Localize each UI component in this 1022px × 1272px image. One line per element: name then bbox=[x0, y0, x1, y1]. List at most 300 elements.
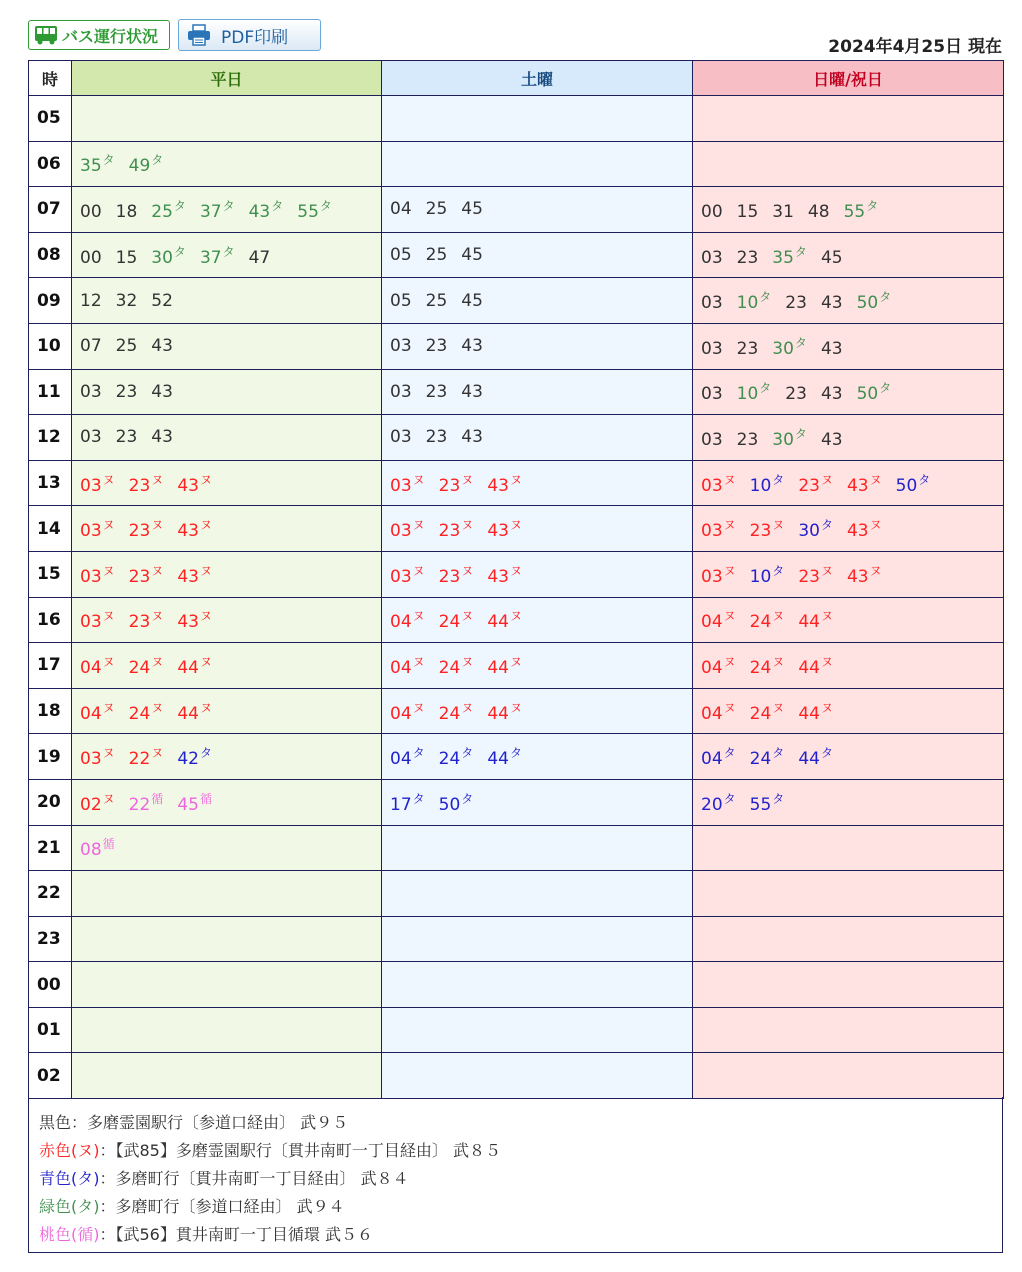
departure-time bbox=[737, 288, 772, 313]
departure-time bbox=[390, 471, 425, 496]
departure-minute: 43 bbox=[177, 521, 199, 542]
departure-minute: 24 bbox=[749, 612, 772, 633]
route-mark: ヌ bbox=[412, 472, 425, 487]
departure-time bbox=[390, 562, 425, 587]
departure-minute: 50 bbox=[856, 293, 879, 314]
departure-time bbox=[426, 336, 448, 356]
route-mark: ヌ bbox=[772, 700, 785, 715]
saturday-cell bbox=[382, 460, 693, 506]
route-mark: ヌ bbox=[461, 654, 474, 669]
departure-time bbox=[80, 427, 102, 447]
route-mark: タ bbox=[879, 290, 892, 305]
departure-minute: 03 bbox=[701, 247, 723, 268]
route-mark: タ bbox=[772, 791, 785, 806]
departure-time bbox=[701, 339, 723, 359]
hour-cell: 16 bbox=[29, 597, 72, 643]
route-mark: ヌ bbox=[102, 791, 115, 806]
weekday-cell bbox=[72, 323, 382, 369]
printer-icon bbox=[187, 24, 211, 46]
departure-minute: 44 bbox=[798, 612, 820, 633]
departure-time bbox=[798, 607, 833, 632]
route-mark: ヌ bbox=[723, 563, 736, 578]
departure-time bbox=[116, 291, 138, 311]
departure-time bbox=[151, 243, 186, 268]
weekday-cell bbox=[72, 96, 382, 142]
route-mark: ヌ bbox=[102, 518, 115, 533]
route-mark: ヌ bbox=[772, 654, 785, 669]
timetable-row bbox=[29, 96, 1004, 142]
weekday-cell bbox=[72, 688, 382, 734]
sunday-cell bbox=[693, 779, 1004, 825]
route-mark: 循 bbox=[102, 837, 115, 852]
hour-cell: 15 bbox=[29, 551, 72, 597]
departure-time bbox=[426, 427, 448, 447]
departure-minute: 23 bbox=[798, 475, 820, 496]
pdf-print-button[interactable] bbox=[178, 19, 321, 51]
departure-time bbox=[426, 382, 448, 402]
route-mark: タ bbox=[151, 153, 164, 168]
departure-time bbox=[750, 790, 785, 815]
route-mark: タ bbox=[173, 198, 186, 213]
departure-time bbox=[177, 653, 212, 678]
departure-minute: 03 bbox=[80, 749, 102, 770]
saturday-cell bbox=[382, 871, 693, 917]
departure-minute: 55 bbox=[297, 201, 319, 222]
route-mark: タ bbox=[772, 746, 785, 761]
departure-minute: 32 bbox=[115, 290, 138, 311]
departure-time bbox=[750, 653, 785, 678]
route-mark: ヌ bbox=[509, 518, 522, 533]
departure-time bbox=[80, 471, 115, 496]
departure-minute: 03 bbox=[80, 381, 102, 402]
route-mark: タ bbox=[794, 335, 807, 350]
timetable-row bbox=[29, 871, 1004, 917]
timetable-row bbox=[29, 688, 1004, 734]
timetable-row bbox=[29, 415, 1004, 461]
timetable-row bbox=[29, 187, 1004, 233]
departure-time bbox=[177, 790, 212, 815]
departure-minute: 03 bbox=[390, 336, 412, 357]
departure-minute: 45 bbox=[461, 245, 483, 266]
departure-time bbox=[200, 197, 235, 222]
departure-time bbox=[461, 427, 483, 447]
bus-icon bbox=[33, 24, 59, 46]
departure-time bbox=[390, 291, 412, 311]
route-mark: タ bbox=[820, 746, 833, 761]
departure-minute: 44 bbox=[487, 703, 509, 724]
route-mark: ヌ bbox=[102, 609, 115, 624]
departure-time bbox=[177, 699, 212, 724]
saturday-cell bbox=[382, 369, 693, 415]
weekday-cell bbox=[72, 460, 382, 506]
departure-time bbox=[798, 653, 833, 678]
weekday-cell bbox=[72, 916, 382, 962]
departure-time bbox=[200, 243, 235, 268]
departure-minute: 23 bbox=[736, 429, 759, 450]
departure-minute: 30 bbox=[798, 521, 820, 542]
departure-minute: 07 bbox=[80, 336, 102, 357]
hour-cell: 17 bbox=[29, 643, 72, 689]
departure-time bbox=[177, 471, 212, 496]
departure-time bbox=[487, 471, 522, 496]
route-mark: ヌ bbox=[461, 700, 474, 715]
departure-minute: 43 bbox=[151, 381, 173, 402]
departure-time bbox=[116, 382, 138, 402]
departure-time bbox=[847, 562, 882, 587]
sunday-cell bbox=[693, 369, 1004, 415]
departure-time bbox=[772, 425, 807, 450]
departure-time bbox=[461, 382, 483, 402]
departure-minute: 50 bbox=[856, 384, 879, 405]
sunday-cell bbox=[693, 643, 1004, 689]
departure-time bbox=[390, 427, 412, 447]
departure-time bbox=[701, 744, 736, 769]
departure-time bbox=[461, 245, 483, 265]
departure-minute: 24 bbox=[128, 657, 151, 678]
departure-time bbox=[821, 248, 843, 268]
route-mark: ヌ bbox=[412, 563, 425, 578]
sunday-cell bbox=[693, 962, 1004, 1008]
departure-minute: 42 bbox=[177, 749, 199, 770]
saturday-cell bbox=[382, 415, 693, 461]
route-mark: タ bbox=[723, 746, 736, 761]
route-mark: タ bbox=[412, 791, 425, 806]
departure-minute: 03 bbox=[701, 384, 723, 405]
departure-time bbox=[798, 744, 833, 769]
departure-minute: 37 bbox=[199, 201, 222, 222]
sunday-cell bbox=[693, 1053, 1004, 1099]
route-mark: ヌ bbox=[772, 609, 785, 624]
departure-time bbox=[798, 516, 833, 541]
departure-minute: 00 bbox=[80, 247, 102, 268]
route-mark: ヌ bbox=[151, 609, 164, 624]
bus-status-button[interactable] bbox=[28, 20, 170, 50]
departure-time bbox=[80, 699, 115, 724]
legend-black: 黒色：多磨霊園駅行〔参道口経由〕 武９５ bbox=[39, 1113, 349, 1132]
departure-minute: 43 bbox=[846, 566, 869, 587]
hour-cell: 02 bbox=[29, 1053, 72, 1099]
departure-time bbox=[390, 607, 425, 632]
route-mark: タ bbox=[461, 791, 474, 806]
departure-minute: 50 bbox=[438, 794, 461, 815]
route-mark: ヌ bbox=[509, 472, 522, 487]
departure-minute: 50 bbox=[895, 475, 918, 496]
departure-time bbox=[844, 197, 879, 222]
route-mark: ヌ bbox=[151, 518, 164, 533]
route-mark: ヌ bbox=[509, 563, 522, 578]
departure-time bbox=[439, 790, 474, 815]
departure-minute: 25 bbox=[425, 199, 448, 220]
bus-status-label: バス運行状況 bbox=[62, 26, 159, 46]
departure-time bbox=[847, 516, 882, 541]
departure-minute: 23 bbox=[438, 566, 461, 587]
departure-minute: 45 bbox=[461, 290, 483, 311]
hour-cell: 00 bbox=[29, 962, 72, 1008]
departure-minute: 43 bbox=[177, 612, 199, 633]
departure-minute: 03 bbox=[390, 566, 412, 587]
departure-time bbox=[461, 199, 483, 219]
departure-time bbox=[80, 516, 115, 541]
weekday-cell bbox=[72, 187, 382, 233]
departure-minute: 03 bbox=[390, 475, 412, 496]
departure-time bbox=[80, 835, 115, 860]
departure-minute: 22 bbox=[128, 749, 151, 770]
departure-minute: 04 bbox=[701, 612, 723, 633]
departure-time bbox=[750, 562, 785, 587]
departure-time bbox=[701, 699, 736, 724]
departure-minute: 30 bbox=[772, 429, 794, 450]
route-mark: 循 bbox=[199, 791, 212, 806]
route-mark: ヌ bbox=[199, 518, 212, 533]
departure-time bbox=[821, 293, 843, 313]
departure-minute: 37 bbox=[199, 247, 222, 268]
departure-minute: 44 bbox=[487, 749, 509, 770]
route-mark: ヌ bbox=[151, 746, 164, 761]
departure-minute: 04 bbox=[701, 749, 723, 770]
sunday-cell bbox=[693, 871, 1004, 917]
departure-minute: 24 bbox=[438, 612, 461, 633]
saturday-cell bbox=[382, 187, 693, 233]
departure-time bbox=[701, 790, 736, 815]
departure-minute: 04 bbox=[80, 703, 102, 724]
departure-time bbox=[701, 248, 723, 268]
departure-minute: 43 bbox=[820, 429, 843, 450]
saturday-cell bbox=[382, 278, 693, 324]
departure-minute: 12 bbox=[80, 290, 102, 311]
departure-time bbox=[116, 248, 138, 268]
route-mark: タ bbox=[772, 472, 785, 487]
hour-cell: 13 bbox=[29, 460, 72, 506]
weekday-cell bbox=[72, 506, 382, 552]
departure-minute: 49 bbox=[128, 156, 151, 177]
pdf-print-label: PDF印刷 bbox=[221, 27, 289, 48]
departure-time bbox=[750, 607, 785, 632]
route-mark: ヌ bbox=[151, 472, 164, 487]
departure-time bbox=[847, 471, 882, 496]
weekday-cell bbox=[72, 734, 382, 780]
departure-minute: 43 bbox=[487, 566, 509, 587]
departure-minute: 04 bbox=[390, 199, 412, 220]
route-mark: タ bbox=[199, 746, 212, 761]
departure-time bbox=[808, 202, 830, 222]
departure-time bbox=[80, 562, 115, 587]
departure-minute: 10 bbox=[736, 293, 759, 314]
weekday-cell bbox=[72, 871, 382, 917]
route-mark: 循 bbox=[151, 791, 164, 806]
departure-time bbox=[390, 790, 425, 815]
departure-time bbox=[737, 339, 759, 359]
timetable-row bbox=[29, 141, 1004, 187]
timetable-row bbox=[29, 916, 1004, 962]
departure-minute: 20 bbox=[701, 794, 723, 815]
saturday-cell bbox=[382, 1007, 693, 1053]
departure-time bbox=[461, 291, 483, 311]
route-mark: ヌ bbox=[509, 654, 522, 669]
toolbar bbox=[0, 0, 1022, 60]
route-mark: タ bbox=[173, 244, 186, 259]
departure-time bbox=[129, 653, 164, 678]
departure-minute: 03 bbox=[80, 612, 102, 633]
departure-time bbox=[439, 744, 474, 769]
departure-minute: 23 bbox=[438, 475, 461, 496]
route-mark: ヌ bbox=[461, 563, 474, 578]
departure-time bbox=[750, 516, 785, 541]
departure-minute: 35 bbox=[772, 247, 794, 268]
sunday-cell bbox=[693, 96, 1004, 142]
route-mark: ヌ bbox=[199, 654, 212, 669]
departure-time bbox=[737, 248, 759, 268]
timetable-row bbox=[29, 779, 1004, 825]
departure-minute: 04 bbox=[390, 749, 412, 770]
route-mark: タ bbox=[319, 198, 332, 213]
sunday-cell bbox=[693, 1007, 1004, 1053]
hour-cell: 06 bbox=[29, 141, 72, 187]
hour-cell: 20 bbox=[29, 779, 72, 825]
departure-minute: 03 bbox=[701, 566, 723, 587]
departure-time bbox=[390, 516, 425, 541]
sunday-cell bbox=[693, 415, 1004, 461]
departure-time bbox=[177, 562, 212, 587]
departure-time bbox=[785, 293, 807, 313]
hour-column-header: 時 bbox=[29, 61, 72, 96]
departure-minute: 03 bbox=[80, 475, 102, 496]
departure-minute: 44 bbox=[798, 749, 820, 770]
departure-minute: 24 bbox=[749, 749, 772, 770]
departure-time bbox=[80, 382, 102, 402]
hour-cell: 12 bbox=[29, 415, 72, 461]
departure-minute: 25 bbox=[425, 290, 448, 311]
route-mark: ヌ bbox=[412, 518, 425, 533]
route-mark: ヌ bbox=[509, 700, 522, 715]
departure-time bbox=[129, 471, 164, 496]
departure-minute: 24 bbox=[438, 657, 461, 678]
departure-time bbox=[439, 653, 474, 678]
sunday-cell bbox=[693, 688, 1004, 734]
route-mark: ヌ bbox=[723, 518, 736, 533]
sunday-cell bbox=[693, 323, 1004, 369]
departure-minute: 43 bbox=[151, 336, 173, 357]
departure-minute: 03 bbox=[390, 521, 412, 542]
sunday-cell bbox=[693, 232, 1004, 278]
departure-minute: 43 bbox=[820, 338, 843, 359]
route-mark: ヌ bbox=[102, 746, 115, 761]
route-mark: ヌ bbox=[412, 700, 425, 715]
route-mark: タ bbox=[723, 791, 736, 806]
timetable-row bbox=[29, 1053, 1004, 1099]
departure-minute: 24 bbox=[438, 749, 461, 770]
departure-minute: 03 bbox=[701, 338, 723, 359]
weekday-cell bbox=[72, 1053, 382, 1099]
departure-time bbox=[857, 379, 892, 404]
departure-minute: 30 bbox=[772, 338, 794, 359]
departure-minute: 44 bbox=[487, 612, 509, 633]
route-mark: ヌ bbox=[723, 700, 736, 715]
departure-minute: 24 bbox=[128, 703, 151, 724]
departure-minute: 47 bbox=[248, 247, 271, 268]
departure-minute: 43 bbox=[846, 475, 869, 496]
departure-minute: 45 bbox=[461, 199, 483, 220]
departure-time bbox=[129, 699, 164, 724]
hour-cell: 09 bbox=[29, 278, 72, 324]
route-mark: ヌ bbox=[102, 654, 115, 669]
departure-minute: 31 bbox=[772, 201, 794, 222]
departure-time bbox=[177, 607, 212, 632]
departure-time bbox=[80, 607, 115, 632]
route-mark: ヌ bbox=[199, 700, 212, 715]
departure-time bbox=[772, 243, 807, 268]
route-mark: ヌ bbox=[102, 563, 115, 578]
saturday-cell bbox=[382, 323, 693, 369]
departure-time bbox=[80, 248, 102, 268]
route-mark: タ bbox=[918, 472, 931, 487]
timetable-row bbox=[29, 825, 1004, 871]
departure-time bbox=[439, 607, 474, 632]
departure-minute: 43 bbox=[177, 566, 199, 587]
route-legend bbox=[28, 1097, 1003, 1253]
departure-time bbox=[487, 744, 522, 769]
hour-cell: 01 bbox=[29, 1007, 72, 1053]
route-mark: ヌ bbox=[412, 654, 425, 669]
departure-minute: 43 bbox=[487, 521, 509, 542]
saturday-cell bbox=[382, 643, 693, 689]
as-of-date: 2024年4月25日 現在 bbox=[828, 37, 1002, 57]
departure-minute: 15 bbox=[115, 247, 138, 268]
departure-time bbox=[390, 744, 425, 769]
departure-minute: 43 bbox=[487, 475, 509, 496]
weekday-cell bbox=[72, 232, 382, 278]
departure-time bbox=[701, 607, 736, 632]
route-mark: ヌ bbox=[820, 700, 833, 715]
route-mark: ヌ bbox=[509, 609, 522, 624]
departure-minute: 23 bbox=[425, 336, 448, 357]
departure-time bbox=[701, 293, 723, 313]
departure-minute: 43 bbox=[461, 427, 483, 448]
departure-minute: 44 bbox=[177, 703, 199, 724]
departure-time bbox=[701, 653, 736, 678]
departure-time bbox=[821, 430, 843, 450]
departure-time bbox=[116, 427, 138, 447]
route-mark: タ bbox=[820, 518, 833, 533]
departure-time bbox=[80, 291, 102, 311]
sunday-cell bbox=[693, 597, 1004, 643]
hour-cell: 19 bbox=[29, 734, 72, 780]
departure-time bbox=[750, 699, 785, 724]
departure-minute: 04 bbox=[390, 703, 412, 724]
weekday-cell bbox=[72, 643, 382, 689]
departure-time bbox=[785, 384, 807, 404]
departure-minute: 03 bbox=[701, 293, 723, 314]
departure-time bbox=[737, 379, 772, 404]
departure-time bbox=[390, 653, 425, 678]
departure-minute: 03 bbox=[390, 381, 412, 402]
timetable-row bbox=[29, 962, 1004, 1008]
departure-time bbox=[151, 291, 173, 311]
departure-time bbox=[177, 516, 212, 541]
departure-minute: 23 bbox=[736, 247, 759, 268]
timetable-row bbox=[29, 1007, 1004, 1053]
saturday-cell bbox=[382, 734, 693, 780]
route-mark: ヌ bbox=[151, 654, 164, 669]
departure-time bbox=[151, 382, 173, 402]
sunday-cell bbox=[693, 187, 1004, 233]
departure-time bbox=[701, 471, 736, 496]
departure-time bbox=[129, 607, 164, 632]
sunday-cell bbox=[693, 916, 1004, 962]
hour-cell: 11 bbox=[29, 369, 72, 415]
route-mark: ヌ bbox=[869, 563, 882, 578]
sunday-cell bbox=[693, 825, 1004, 871]
saturday-column-header: 土曜 bbox=[382, 61, 693, 96]
